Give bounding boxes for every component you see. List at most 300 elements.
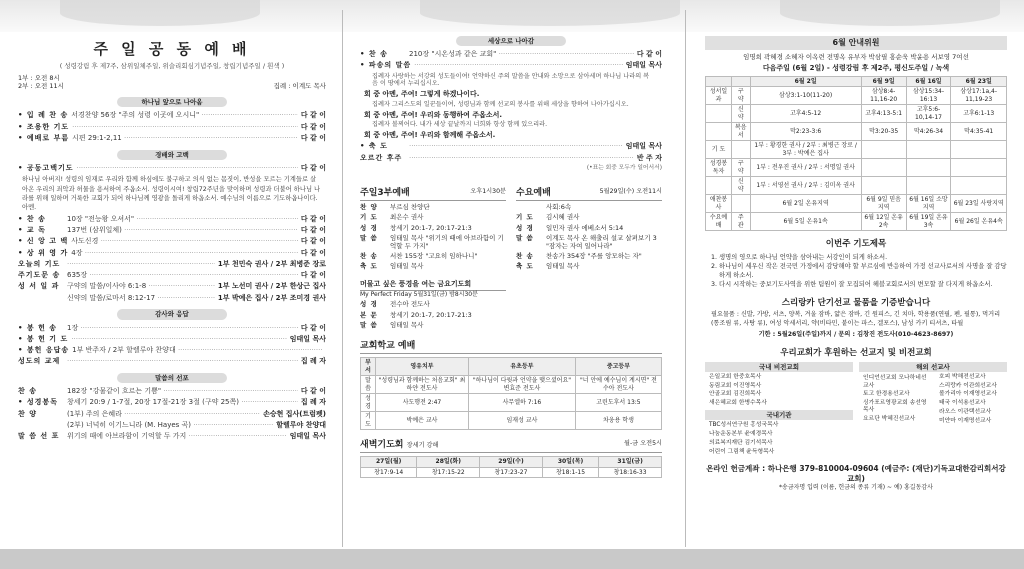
service-item-role: 말 씀 <box>360 320 378 329</box>
order-row <box>18 357 326 366</box>
order-leader-name: 임태일 목사 <box>625 142 662 151</box>
order-leader-name: 반 주 자 <box>636 153 662 162</box>
missions-block <box>705 362 1007 458</box>
table-cell <box>951 141 1007 159</box>
service-item-value: 부르심 찬양단 <box>390 203 430 212</box>
worship-boxes <box>360 178 662 331</box>
table-cell: 애찬봉사 <box>706 195 732 213</box>
order-leader-name: 다 같 이 <box>300 237 326 246</box>
table-header-cell <box>706 76 732 87</box>
order-label: • 공동고백기도 <box>18 163 74 172</box>
order-row <box>18 271 326 280</box>
order-leader-name: 집 례 자 <box>300 398 326 407</box>
order-label: 주기도문 송 <box>18 271 61 280</box>
order-label: • 신 앙 고 백 <box>18 237 69 246</box>
top-decorative-band <box>0 0 1024 32</box>
table-header-cell: 부서 <box>361 358 376 376</box>
confession-text: 하나님 아버지! 성령의 임재로 우리와 함께 하심에도 불구하고 의식 없는 몸짓이, 반성을 모르는 기계들로 살아온 우리의 죄악과 허물을 용서하여 주옵소서. 성령이시여! 창립72주년을 맞이하며 성령과 더불어 하나님 나라를 위해 일하며 거룩한 교회가 되어 하나님께 영광을 돌리게 하옵소서. 예수님의 이름으로 기도하옵나이다. 아멘. <box>22 176 321 211</box>
mission-entry: 안골교회 김진희목사 <box>709 391 762 398</box>
table-cell: 기도 <box>361 412 376 430</box>
order-leader <box>623 61 662 70</box>
order-label: • 상 위 영 가 <box>18 248 69 257</box>
order-detail: 시편 29:1-2,11 ····· <box>69 134 298 143</box>
table-header-cell: 30일(목) <box>542 457 598 468</box>
order-label: • 찬 송 <box>360 50 388 59</box>
service-item <box>516 252 662 260</box>
order-leader-name: 1부 노선미 권사 / 2부 한상근 집사 <box>217 282 326 291</box>
order-detail: 182장 "강물같이 흐르는 기쁨" ····· <box>64 387 298 396</box>
mission-entry: 의료복지재단 김기석목사 <box>709 439 773 446</box>
table-cell: 사무엘하 7:16 <box>469 394 576 412</box>
order-row <box>360 50 662 59</box>
order-label: • 예배로 부름 <box>18 133 70 142</box>
ushers-names: 임명희 곽혜경 소혜자 이옥련 전명옥 유부자 박삼필 홍순욱 박윤용 서보영 7여선 <box>743 53 969 61</box>
order-leader <box>623 142 662 151</box>
table-cell: 고후4:5-12 <box>750 105 861 123</box>
order-leader-name: 다 같 이 <box>300 387 326 396</box>
order-leader <box>298 164 326 173</box>
service-item-role: 기 도 <box>516 213 534 222</box>
time-first: 1부 : 오전 8시 <box>18 73 60 82</box>
order-leader-name: 집 례 자 <box>300 357 326 366</box>
offering-note: *송금자명 입력 (이름, 헌금의 종류 기재) ~ 예) 홍길동감사 <box>779 484 933 492</box>
order-list <box>18 215 326 303</box>
table-cell: 삼상8:4-11,16-20 <box>861 87 906 105</box>
section-pill: 세상으로 나아감 <box>456 36 566 46</box>
table-cell: 6월 16일 소망지역 <box>906 195 951 213</box>
table-row <box>361 394 662 412</box>
litany-line: 집례자 사랑하는 서강의 성도들이여! 언약하신 주의 말씀을 안내와 소망으로 삼아세며 하나님 나라의 복음 이 땅에서 누리십시오. <box>372 72 650 88</box>
table-header-cell: 영유치부 <box>375 358 468 376</box>
prayer-topic: 2. 하나님이 세우신 작은 전국민 가정에서 감당해야 할 부르심에 반응하여 가정 선교사로서의 사명을 잘 감당하게 하소서. <box>719 262 1007 280</box>
church-school-table <box>360 357 662 430</box>
table-cell: 기 도 <box>706 141 732 159</box>
service-item-role <box>516 203 546 211</box>
table-cell <box>706 177 732 195</box>
mission-entry: TBC성서연구원 홍성국목사 <box>709 422 779 429</box>
order-leader <box>634 154 662 163</box>
table-cell: 삼상17:1a,4-11,19-23 <box>951 87 1007 105</box>
table-cell: 1부 : 전우진 권사 / 2부 : 서명일 권사 <box>750 159 861 177</box>
page-divider <box>342 10 343 547</box>
table-cell: 막2:23-3:6 <box>750 123 861 141</box>
mission-entry: 인디언선교회 모나하네선교사 <box>863 375 927 389</box>
table-cell: 삼상15:34-16:13 <box>906 87 951 105</box>
order-label: 찬 송 <box>18 387 37 396</box>
table-cell: 창18:16-33 <box>599 467 662 478</box>
order-label: 오르간 후주 <box>360 153 403 162</box>
table-cell: 고후5:6-10,14-17 <box>906 105 951 123</box>
service-item-value: 일민자 권사 에베소서 5:14 <box>546 223 624 232</box>
table-cell: 성경봉독자 <box>706 159 732 177</box>
mission-entry: 볼가리아 이재영선교사 <box>939 391 997 398</box>
section-pill: 감사와 응답 <box>117 309 227 319</box>
order-list <box>18 164 326 173</box>
order-row <box>18 398 326 407</box>
overseas-title: 해외 선교사 <box>859 362 1007 372</box>
litany-line: 집례자 그리스도의 일꾼들이여, 성령님과 함께 선교의 봉사를 위해 세상을 향하여 나아가십시오. <box>372 100 629 108</box>
order-row <box>18 237 326 246</box>
order-label: 찬 양 <box>18 409 37 418</box>
mission-entry: 호피 박해전선교사 <box>939 373 986 380</box>
order-detail: 구약의 말씀/이사야 6:1-8 ····· <box>64 282 215 291</box>
order-detail: 10장 "전능왕 오셔서" ····· <box>64 215 298 224</box>
table-cell <box>732 141 750 159</box>
order-row <box>18 432 326 441</box>
mission-entry: 동림교회 이진영목사 <box>709 382 762 389</box>
service-item-role: 말 씀 <box>516 233 534 242</box>
table-header-cell: 6월 23일 <box>951 76 1007 87</box>
order-label: • 조용한 기도 <box>18 122 70 131</box>
order-list <box>18 324 326 367</box>
table-cell: 신 약 <box>732 177 750 195</box>
order-leader <box>298 387 326 396</box>
order-leader-name: 다 같 이 <box>300 214 326 223</box>
service-item-value: 임태일 목사 <box>390 262 424 271</box>
prayer-topic: 1. 생명의 영으로 하나님 언약을 삼아내는 서강인이 되게 하소서. <box>719 253 1007 262</box>
table-cell: 6월 23일 사랑지역 <box>951 195 1007 213</box>
service-item <box>360 321 506 329</box>
service-item-value: 이계도 목사 온 해출리 설교 살펴보기 3 "잠자는 자여 일어나라" <box>546 233 657 250</box>
order-list <box>18 387 326 441</box>
service-item <box>516 213 662 221</box>
mission-entry: 어린이 그림책 윤득형목사 <box>709 448 775 455</box>
order-leader <box>298 324 326 333</box>
table-cell: 차웅용 학생 <box>575 412 661 430</box>
table-cell: 6월 19일 온유3속 <box>906 213 951 231</box>
section-pill: 하나님 앞으로 나아옴 <box>117 97 227 107</box>
mission-entry: 스리랑카 이관희선교사 <box>939 382 997 389</box>
order-leader <box>298 271 326 280</box>
table-header-cell: 28일(화) <box>417 457 480 468</box>
order-detail: (2부) 너넉히 이기느니라 (M. Hayes 곡) ····· <box>64 421 273 430</box>
order-label: • 축 도 <box>360 142 388 151</box>
table-row <box>706 195 1007 213</box>
order-detail: 4장 ····· <box>68 249 298 258</box>
table-cell: 6월 2일 온유지역 <box>750 195 861 213</box>
table-row <box>706 87 1007 105</box>
order-row <box>360 154 662 163</box>
service-item-role: 찬 양 <box>360 203 378 212</box>
mission-entry: 라오스 이관택선교사 <box>939 408 992 415</box>
litany-line: 회 중 아멘, 주여! 우리와 함께해 주옵소서. <box>364 131 496 140</box>
announcements-column <box>705 34 1007 544</box>
order-detail: 창세기 20:9 / 1-7절, 20장 17절-21장 3절 (구약 25쪽) ····· <box>64 398 298 407</box>
page-title: 주 일 공 동 예 배 <box>93 40 251 58</box>
order-leader <box>298 237 326 246</box>
order-leader <box>287 335 326 344</box>
order-label: • 봉헌 응답송 <box>18 346 70 354</box>
order-label: 오늘의 기도 <box>18 259 61 268</box>
service-item <box>360 224 506 232</box>
table-header-row <box>361 358 662 376</box>
order-leader <box>634 50 662 59</box>
table-header-cell: 유초등부 <box>469 358 576 376</box>
table-cell <box>861 177 906 195</box>
service-item-value: 임태일 목사 <box>390 320 424 329</box>
order-row <box>18 421 326 430</box>
order-leader-name: 손승현 집사(트럼펫) <box>263 409 326 418</box>
service-item-role: 찬 송 <box>516 251 534 260</box>
table-row <box>706 105 1007 123</box>
table-cell: "너 안에 예수님이 계시면" 전수아 전도사 <box>575 376 661 394</box>
order-list <box>18 111 326 142</box>
litany-line: 회 중 아멘, 주여! 그렇게 하겠나이다. <box>364 90 480 99</box>
order-leader-name: 1부 천민숙 권사 / 2부 최병준 장로 <box>217 259 326 268</box>
table-cell: 6월 12일 온유2속 <box>861 213 906 231</box>
band-wave <box>780 0 1000 26</box>
order-detail: 1장 ····· <box>64 324 298 333</box>
third-service-list <box>360 203 506 270</box>
table-cell: 수요예배 <box>706 213 732 231</box>
table-header-cell: 6월 2일 <box>750 76 861 87</box>
order-detail <box>69 123 298 132</box>
order-label: • 입 례 찬 송 <box>18 111 69 120</box>
litany-line: 집례자 볼찌어다. 내가 세상 끝날까지 너희와 항상 함께 있으리라. <box>372 121 548 129</box>
friday-prayer-sub: My Perfect Friday 5월31일(금) 밤8시30분 <box>360 290 478 298</box>
table-cell: 임재성 교사 <box>469 412 576 430</box>
table-cell: 6월 5일 온유1속 <box>750 213 861 231</box>
table-cell: 6월 9일 믿음지역 <box>861 195 906 213</box>
mission-entry: 요르단 박혜진선교사 <box>863 416 916 422</box>
order-detail: 서경찬양 56장 "주의 성령 이곳에 오시니" ····· <box>68 111 298 120</box>
order-detail: 210장 "시온성과 같은 교회" ····· <box>406 50 634 59</box>
service-item <box>360 252 506 260</box>
table-header-cell: 31일(금) <box>599 457 662 468</box>
order-row <box>18 123 326 132</box>
standing-note: (•표는 회중 모두가 일어서서) <box>586 164 662 171</box>
table-cell <box>732 195 750 213</box>
mission-entry: 새은혜교회 한병수목사 <box>709 400 767 407</box>
service-item <box>360 262 506 270</box>
service-item-role: 찬 송 <box>360 251 378 260</box>
table-cell: 박예은 교사 <box>375 412 468 430</box>
service-times <box>18 74 326 90</box>
table-cell: 성서일과 <box>706 87 732 105</box>
table-cell <box>861 159 906 177</box>
band-wave <box>60 0 260 26</box>
service-item <box>516 234 662 250</box>
table-cell: 성경 <box>361 394 376 412</box>
service-item-value: 전수아 전도사 <box>390 300 430 309</box>
table-header-cell: 6월 16일 <box>906 76 951 87</box>
order-detail: 635장 ····· <box>64 271 298 280</box>
table-cell: 복음서 <box>732 123 750 141</box>
service-item-value: 창세기 20:1-7, 20:17-21:3 <box>390 310 472 319</box>
table-cell: 고후4:13-5:1 <box>861 105 906 123</box>
order-row <box>18 387 326 396</box>
service-subtitle: ( 성령강림 후 제7주, 삼위일체주일, 위슬리회심기념주일, 창립기념주일 / 흰색 ) <box>59 61 285 70</box>
band-wave <box>420 0 680 26</box>
service-item-value: 사회:6속 <box>546 203 572 212</box>
order-leader <box>298 215 326 224</box>
order-row <box>18 249 326 258</box>
order-detail: 137번 (삼위일체) ····· <box>64 226 298 235</box>
order-leader-name: 다 같 이 <box>300 133 326 142</box>
order-detail: (1부) 주의 은혜라 ····· <box>64 410 260 419</box>
table-cell: 삼상3:1-10(11-20) <box>750 87 861 105</box>
service-item <box>516 224 662 232</box>
mission-entry: 은일교회 한중호목사 <box>709 373 762 380</box>
order-list <box>360 50 662 70</box>
dawn-prayer-heading: 새벽기도회 장세기 강해 월-금 오전5시 <box>360 440 662 453</box>
order-leader-name: 다 같 이 <box>300 163 326 172</box>
order-leader-name: 임태일 목사 <box>289 432 326 441</box>
order-leader <box>298 226 326 235</box>
order-leader-name: 다 같 이 <box>300 323 326 332</box>
order-label: • 파송의 말씀 <box>360 61 412 70</box>
table-cell: 고린도후서 13:5 <box>575 394 661 412</box>
order-detail: 위기의 때에 아브라함이 기억할 두 가지 ····· <box>64 432 287 441</box>
service-item-role: 성 경 <box>516 223 534 232</box>
table-header-cell: 6월 9일 <box>861 76 906 87</box>
order-row <box>18 410 326 419</box>
order-label: • 성경봉독 <box>18 398 58 407</box>
org-title: 국내기관 <box>705 410 853 420</box>
ushers-title: 6월 안내위원 <box>705 36 1007 50</box>
table-header-row <box>706 76 1007 87</box>
order-label: • 교 독 <box>18 226 46 235</box>
donation-body: 필요물품 : 신발, 가방, 서츠, 양복, 겨울 잠바, 얇은 잠바, 긴 원피스, 긴 치마, 학용품(연필, 펜, 필통), 먹거리(통조림 류, 사탕 류), 여성 악세서리, 약(비타민, 붙이는 파스, 겔포스), 남성 카키 티셔츠, 타월 <box>711 311 1001 328</box>
order-detail <box>73 164 297 173</box>
domestic-list <box>705 374 853 407</box>
order-label: 성 서 일 과 <box>18 282 60 291</box>
service-item <box>360 234 506 250</box>
order-row <box>18 324 326 333</box>
service-item <box>360 300 506 308</box>
service-item-value: 찬송가 354장 "주를 앙모하는 자" <box>546 251 642 260</box>
order-detail <box>68 335 286 344</box>
order-leader-name: 다 같 이 <box>300 271 326 280</box>
missions-title: 우리교회가 후원하는 선교지 및 비전교회 <box>780 348 932 359</box>
order-row <box>18 294 326 303</box>
service-item <box>360 203 506 211</box>
table-cell <box>706 123 732 141</box>
table-cell: 고후6:1-13 <box>951 105 1007 123</box>
order-leader-name: 다 같 이 <box>300 226 326 235</box>
table-cell: 창17:9-14 <box>361 467 417 478</box>
table-cell: 창17:23-27 <box>480 467 543 478</box>
sending-and-other-services-column <box>360 34 662 544</box>
table-cell <box>906 141 951 159</box>
order-row <box>18 164 326 173</box>
table-header-cell: 27일(월) <box>361 457 417 468</box>
order-leader-name: 1부 박예은 집사 / 2부 조미경 권사 <box>217 293 326 302</box>
order-detail <box>411 61 623 70</box>
order-leader-name: 다 같 이 <box>300 248 326 257</box>
order-detail: 1부 반주자 / 2부 할렐루야 찬양대 ····· <box>69 346 323 355</box>
order-leader-name: 임태일 목사 <box>289 334 326 343</box>
org-list <box>705 422 853 455</box>
order-label: • 봉 헌 기 도 <box>18 334 69 343</box>
table-cell: 6월 26일 온유4속 <box>951 213 1007 231</box>
table-cell <box>861 141 906 159</box>
order-detail <box>64 357 298 366</box>
table-row <box>361 412 662 430</box>
order-row <box>18 282 326 291</box>
order-label: 말 씀 선 포 <box>18 432 60 441</box>
service-item-role: 기 도 <box>360 213 378 222</box>
service-item-role: 본 문 <box>360 310 378 319</box>
order-leader <box>298 357 326 366</box>
table-cell: 주 관 <box>732 213 750 231</box>
order-row <box>18 346 326 355</box>
service-item-role: 성 경 <box>360 300 378 309</box>
prayer-topics-list <box>705 253 1007 290</box>
order-row <box>360 142 662 151</box>
lectionary-table <box>705 76 1007 232</box>
service-item-value: 최은수 권사 <box>390 213 424 222</box>
section-pill: 말씀의 선포 <box>117 373 227 383</box>
order-detail <box>64 260 215 269</box>
table-header-cell: 중고등부 <box>575 358 661 376</box>
dawn-prayer-table <box>360 456 662 478</box>
mission-entry: 싱가포르영광교회 송선영목사 <box>863 400 927 414</box>
table-cell: 구 약 <box>732 87 750 105</box>
order-row <box>18 134 326 143</box>
time-second: 2부 : 오전 11시 <box>18 82 64 90</box>
table-header-cell <box>732 76 750 87</box>
table-row <box>706 213 1007 231</box>
table-row <box>706 159 1007 177</box>
page-divider <box>685 10 686 547</box>
order-detail: 사도신경 ····· <box>68 237 298 246</box>
table-cell <box>951 159 1007 177</box>
table-cell: 신 약 <box>732 105 750 123</box>
table-cell <box>951 177 1007 195</box>
table-cell <box>906 159 951 177</box>
order-row <box>18 226 326 235</box>
mission-entry: 태국 이석용선교사 <box>939 400 986 407</box>
table-cell: 1부 : 황경한 권사 / 2부 : 최병근 장로 / 3부 : 박예은 집사 <box>750 141 861 159</box>
overseas-list <box>859 374 1007 426</box>
service-item-value: 서찬 155장 "고요히 임하나니" <box>390 251 478 260</box>
order-leader-name: 다 같 이 <box>636 50 662 59</box>
service-item-role: 성 경 <box>360 223 378 232</box>
order-row <box>18 260 326 269</box>
service-item-value: 임태일 목사 <box>546 262 580 271</box>
order-leader <box>298 134 326 143</box>
order-leader <box>298 398 326 407</box>
mission-entry: 토고 한경용선교사 <box>863 391 910 398</box>
table-cell: 창17:15-22 <box>417 467 480 478</box>
friday-prayer-list <box>360 300 506 328</box>
third-service-heading: 주일3부예배 오후1시30분 <box>360 188 506 201</box>
domestic-title: 국내 비전교회 <box>705 362 853 372</box>
table-row <box>706 141 1007 159</box>
table-header-row <box>361 457 662 468</box>
order-detail: 신약의 말씀/로마서 8:12-17 ····· <box>64 294 215 303</box>
order-leader <box>298 111 326 120</box>
litany-line: 회 중 아멘, 주여! 우리와 동행하여 주옵소서. <box>364 110 503 119</box>
service-item-role: 말 씀 <box>360 233 378 242</box>
table-row <box>706 123 1007 141</box>
order-label: • 봉 헌 송 <box>18 323 58 332</box>
order-row <box>360 61 662 70</box>
service-item-role: 축 도 <box>516 262 534 271</box>
table-row <box>361 376 662 394</box>
order-row <box>18 111 326 120</box>
bottom-decorative-band <box>0 549 1024 569</box>
order-leader <box>287 432 326 441</box>
table-cell: "성령님과 함께하는 처음교회" 최하얀 전도사 <box>375 376 468 394</box>
order-leader-name: 임태일 목사 <box>625 61 662 70</box>
order-row <box>18 335 326 344</box>
donation-title: 스리랑카 단기선교 물품을 기증받습니다 <box>781 297 931 308</box>
service-item-value: 김시혜 권사 <box>546 213 580 222</box>
table-cell: 1부 : 서영선 권사 / 2부 : 김미옥 권사 <box>750 177 861 195</box>
table-row <box>361 467 662 478</box>
